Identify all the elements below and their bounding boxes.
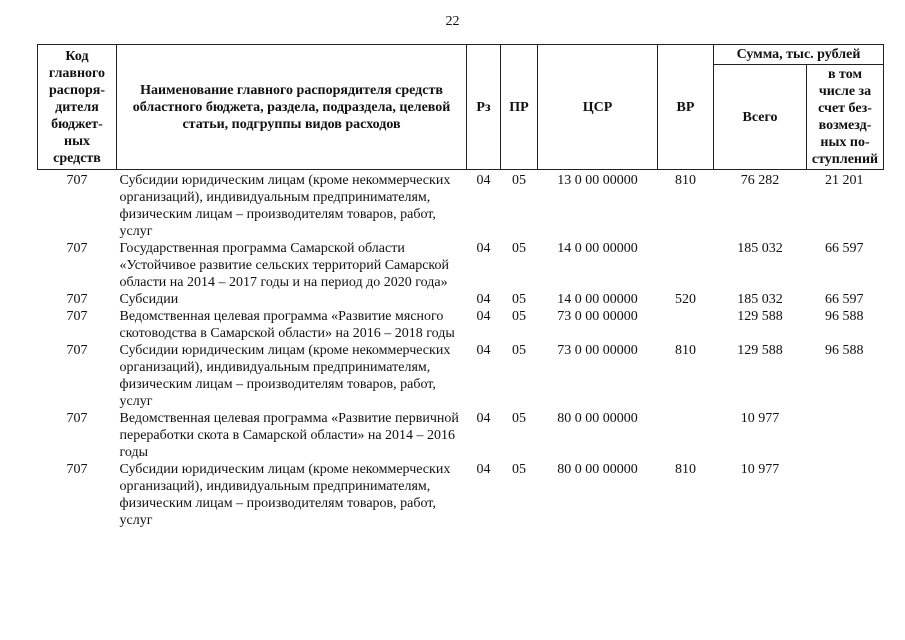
cell-csr: 80 0 00 00000 [557,462,638,477]
cell-csr: 14 0 00 00000 [557,241,638,256]
cell-total: 185 032 [737,241,783,256]
cell-total: 129 588 [737,343,783,358]
cell-csr: 80 0 00 00000 [557,411,638,426]
cell-code: 707 [66,343,88,358]
cell-name: Субсидии юридическим лицам (кроме некоммерческих организаций), индивидуальным предпринимателям, физическим лицам – производителям товаров, работ, услуг [119,173,451,239]
cell-code: 707 [66,241,88,256]
cell-name: Государственная программа Самарской области «Устойчивое развитие сельских территорий Самарской области на 2014 – 2017 годы и на период до 2020 года» [119,241,450,290]
cell-free: 96 588 [825,309,864,324]
header-name: Наименование главного распорядителя средств областного бюджета, раздела, подраздела, целевой статьи, подгруппы видов расходов [117,45,467,170]
cell-pr: 05 [512,411,526,426]
cell-vr [658,410,714,461]
cell-csr: 73 0 00 00000 [557,343,638,358]
cell-name: Субсидии [119,292,179,307]
cell-code: 707 [66,173,88,188]
cell-vr [658,308,714,342]
cell-vr [658,240,714,291]
table-row [38,240,884,291]
header-pr: ПР [501,45,538,170]
cell-vr: 810 [675,173,696,188]
cell-rz: 04 [476,309,491,324]
cell-name: Субсидии юридическим лицам (кроме некоммерческих организаций), индивидуальным предпринимателям, физическим лицам – производителям товаров, работ, услуг [119,343,451,409]
cell-total: 185 032 [737,292,783,307]
header-csr: ЦСР [538,45,658,170]
page-number: 22 [445,14,460,29]
cell-csr: 73 0 00 00000 [557,309,638,324]
cell-code: 707 [66,292,88,307]
cell-free [807,461,884,529]
cell-rz: 04 [476,241,491,256]
cell-pr: 05 [512,292,526,307]
budget-table [37,44,884,529]
cell-csr: 14 0 00 00000 [557,292,638,307]
cell-total: 129 588 [737,309,783,324]
cell-free: 66 597 [825,292,864,307]
cell-code: 707 [66,309,88,324]
header-vr: ВР [658,45,714,170]
table-row [38,170,884,241]
cell-pr: 05 [512,173,526,188]
table-row [38,410,884,461]
cell-name: Субсидии юридическим лицам (кроме некоммерческих организаций), индивидуальным предпринимателям, физическим лицам – производителям товаров, работ, услуг [119,462,451,528]
cell-name: Ведомственная целевая программа «Развитие первичной переработки скота в Самарской области» на 2014 – 2016 годы [119,411,459,460]
cell-rz: 04 [476,462,491,477]
cell-pr: 05 [512,241,526,256]
header-sum: Сумма, тыс. рублей [714,45,884,65]
cell-rz: 04 [476,343,491,358]
cell-rz: 04 [476,411,491,426]
cell-free: 66 597 [825,241,864,256]
cell-free [807,410,884,461]
cell-vr: 810 [675,462,696,477]
cell-vr: 810 [675,343,696,358]
cell-pr: 05 [512,462,526,477]
cell-pr: 05 [512,343,526,358]
header-free: в том числе за счет без-возмезд-ных по-ступлений [807,65,884,170]
cell-csr: 13 0 00 00000 [557,173,638,188]
table-header [38,45,884,170]
cell-free: 21 201 [825,173,864,188]
header-rz: Рз [467,45,501,170]
cell-code: 707 [66,462,88,477]
table-row [38,308,884,342]
header-code: Код главного распоря-дителя бюджет-ных средств [38,45,117,170]
cell-total: 10 977 [740,411,780,426]
cell-vr: 520 [675,292,696,307]
cell-free: 96 588 [825,343,864,358]
header-total: Всего [714,65,807,170]
table-row [38,461,884,529]
cell-code: 707 [66,411,88,426]
cell-total: 76 282 [740,173,780,188]
table-row [38,291,884,308]
cell-pr: 05 [512,309,526,324]
table-row [38,342,884,410]
cell-rz: 04 [476,173,491,188]
cell-rz: 04 [476,292,491,307]
cell-total: 10 977 [740,462,780,477]
cell-name: Ведомственная целевая программа «Развитие мясного скотоводства в Самарской области» на 2016 – 2018 годы [119,309,455,341]
